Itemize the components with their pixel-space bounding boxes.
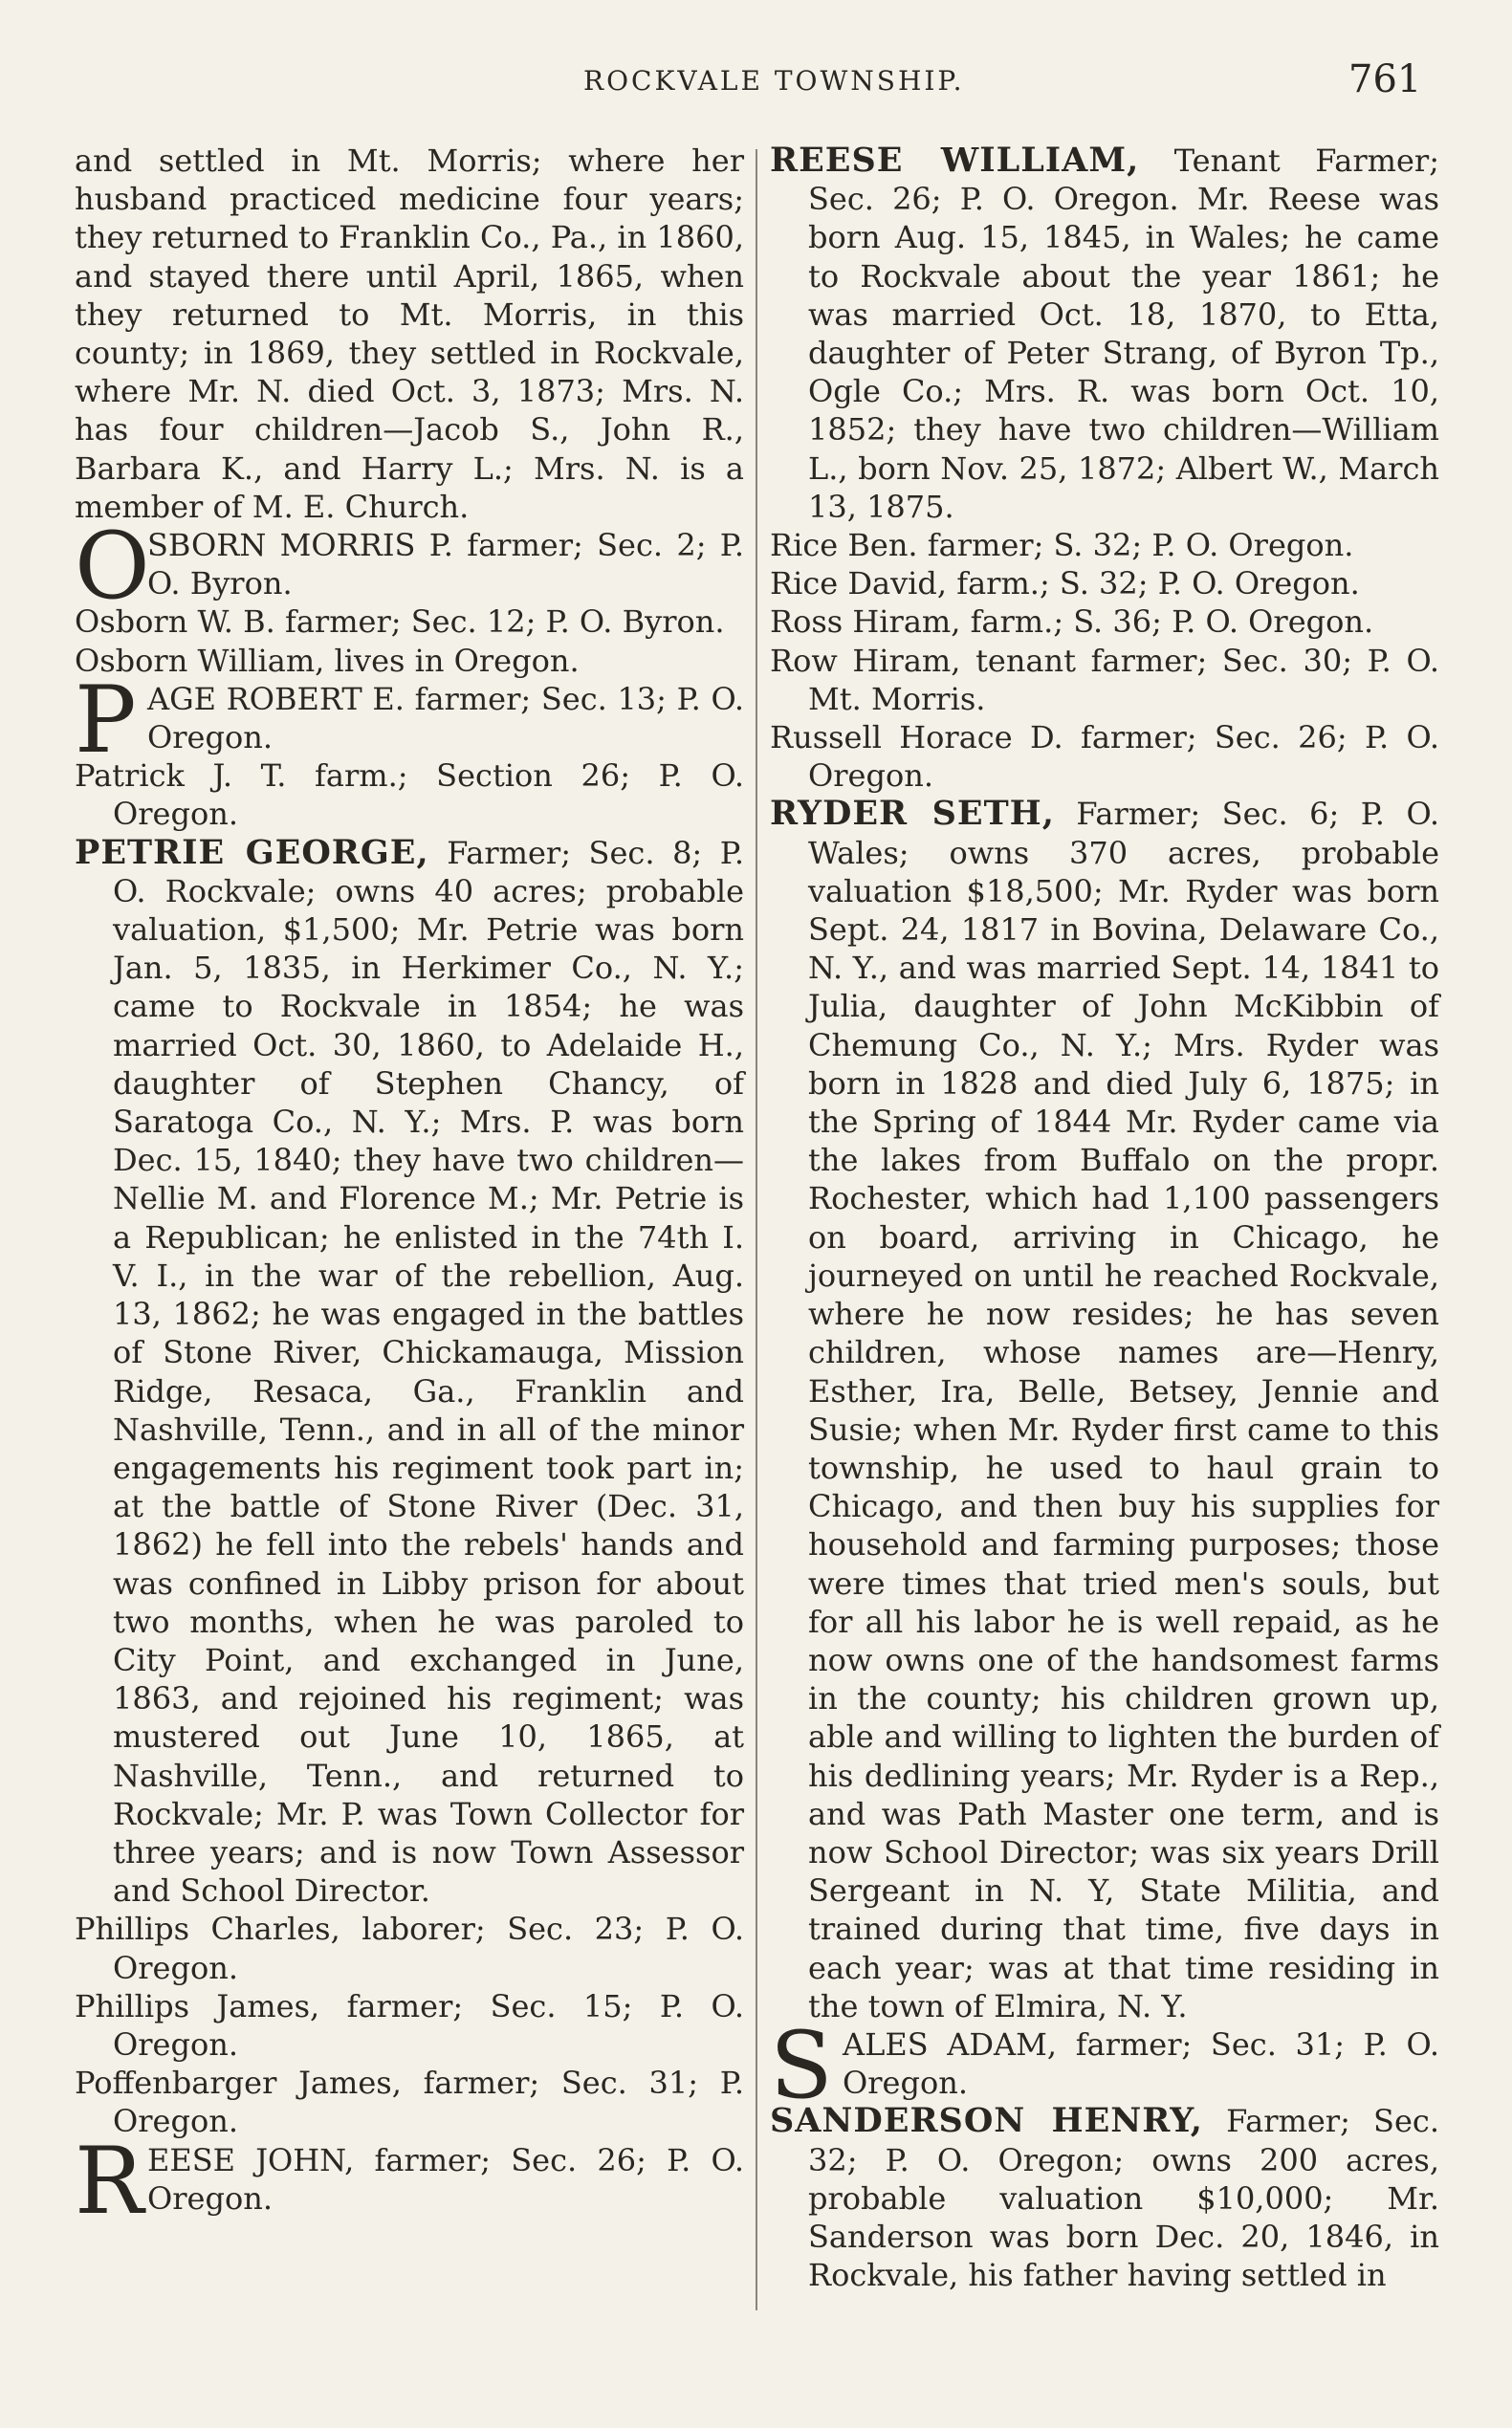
entry-patrick: Patrick J. T. farm.; Section 26; P. O. Oregon. xyxy=(75,757,744,833)
entry-text: SBORN MORRIS P. farmer; Sec. 2; P. O. Byron. xyxy=(147,527,744,602)
entry-text: Farmer; Sec. 6; P. O. Wales; owns 370 acres, probable valuation $18,500; Mr. Ryder was born Sept. 24, 1817 in Bovina, Delaware Co., N. Y., and was married Sept. 14, 1841 to Julia, daughter of John McKibbin of Chemung Co., N. Y.; Mrs. Ryder was born in 1828 and died July 6, 1875; in the Spring of 1844 Mr. Ryder came via the lakes from Buffalo on the propr. Rochester, which had 1,100 passengers on board, arriving in Chicago, he journeyed on until he reached Rockvale, where he now resides; he has seven children, whose names are—Henry, Esther, Ira, Belle, Betsey, Jennie and Susie; when Mr. Ryder first came to this township, he used to haul grain to Chicago, and then buy his supplies for household and farming purposes; those were times that tried men's souls, but for all his labor he is well repaid, as he now owns one of the handsomest farms in the county; his children grown up, able and willing to lighten the burden of his dedlining years; Mr. Ryder is a Rep., and was Path Master one term, and is now School Director; was six years Drill Sergeant in N. Y, State Militia, and trained during that time, five days in each year; was at that time residing in the town of Elmira, N. Y. xyxy=(808,796,1439,2024)
entry-row-hiram: Row Hiram, tenant farmer; Sec. 30; P. O. Mt. Morris. xyxy=(770,642,1439,717)
running-header xyxy=(0,55,1512,113)
entry-phillips-james: Phillips James, farmer; Sec. 15; P. O. Oregon. xyxy=(75,1987,744,2063)
entry-sales-adam xyxy=(770,2011,1439,2119)
entry-text: AGE ROBERT E. farmer; Sec. 13; P. O. Oregon. xyxy=(147,680,744,756)
drop-cap: S xyxy=(770,2011,833,2119)
page-number: 761 xyxy=(1348,57,1422,101)
entry-reese-william xyxy=(770,142,1439,526)
entry-page-robert xyxy=(75,666,744,774)
entry-russell: Russell Horace D. farmer; Sec. 26; P. O. Oregon. xyxy=(770,719,1439,795)
entry-osborn-wb: Osborn W. B. farmer; Sec. 12; P. O. Byron. xyxy=(75,603,725,641)
entry-text: ALES ADAM, farmer; Sec. 31; P. O. Oregon. xyxy=(843,2025,1439,2102)
entry-osborn-william: Osborn William, lives in Oregon. xyxy=(75,642,580,679)
entry-rice-ben: Rice Ben. farmer; S. 32; P. O. Oregon. xyxy=(770,527,1354,564)
entry-osborn-morris xyxy=(75,513,744,621)
drop-cap: O xyxy=(75,513,150,621)
column-divider xyxy=(756,149,757,2310)
entry-name-bold: REESE WILLIAM, xyxy=(770,141,1140,180)
entry-name-bold: RYDER SETH, xyxy=(770,794,1055,834)
entry-poffenbarger: Poffenbarger James, farmer; Sec. 31; P. Oregon. xyxy=(75,2065,744,2140)
entry-petrie-george xyxy=(75,834,744,1911)
entry-ryder-seth xyxy=(770,795,1439,2025)
entry-text: EESE JOHN, farmer; Sec. 26; P. O. Oregon. xyxy=(147,2141,744,2217)
left-column xyxy=(75,142,744,2235)
entry-ross-hiram: Ross Hiram, farm.; S. 36; P. O. Oregon. xyxy=(770,603,1374,641)
entry-phillips-charles: Phillips Charles, laborer; Sec. 23; P. O. Oregon. xyxy=(75,1911,744,1986)
entry-continuation: and settled in Mt. Morris; where her husband practiced medicine four years; they returned to Franklin Co., Pa., in 1860, and stayed there until April, 1865, when they returned to Mt. Morris, in this county; in 1869, they settled in Rockvale, where Mr. N. died Oct. 3, 1873; Mrs. N. has four children—Jacob S., John R., Barbara K., and Harry L.; Mrs. N. is a member of M. E. Church. xyxy=(75,142,744,525)
drop-cap: R xyxy=(75,2127,144,2235)
right-column xyxy=(770,142,1439,2294)
entry-text: Farmer; Sec. 32; P. O. Oregon; owns 200 acres, probable valuation $10,000; Mr. Sanderson was born Dec. 20, 1846, in Rockvale, his father having settled in xyxy=(808,2103,1439,2294)
drop-cap: P xyxy=(75,666,137,774)
entry-name-bold: SANDERSON HENRY, xyxy=(770,2101,1203,2141)
entry-sanderson-henry xyxy=(770,2102,1439,2294)
entry-rice-david: Rice David, farm.; S. 32; P. O. Oregon. xyxy=(770,565,1360,602)
entry-reese-john xyxy=(75,2127,744,2235)
entry-name-bold: PETRIE GEORGE, xyxy=(75,832,429,872)
running-title: ROCKVALE TOWNSHIP. xyxy=(583,65,965,97)
entry-text: Farmer; Sec. 8; P. O. Rockvale; owns 40 acres; probable valuation, $1,500; Mr. Petrie was born Jan. 5, 1835, in Herkimer Co., N. Y.; came to Rockvale in 1854; he was married Oct. 30, 1860, to Adelaide H., daughter of Stephen Chancy, of Saratoga Co., N. Y.; Mrs. P. was born Dec. 15, 1840; they have two children—Nellie M. and Florence M.; Mr. Petrie is a Republican; he enlisted in the 74th I. V. I., in the war of the rebellion, Aug. 13, 1862; he was engaged in the battles of Stone River, Chickamauga, Mission Ridge, Resaca, Ga., Franklin and Nashville, Tenn., and in all of the minor engagements his regiment took part in; at the battle of Stone River (Dec. 31, 1862) he fell into the rebels' hands and was confined in Libby prison for about two months, when he was paroled to City Point, and exchanged in June, 1863, and rejoined his regiment; was mustered out June 10, 1865, at Nashville, Tenn., and returned to Rockvale; Mr. P. was Town Collector for three years; and is now Town Assessor and School Director. xyxy=(113,834,744,1910)
entry-text: Tenant Farmer; Sec. 26; P. O. Oregon. Mr. Reese was born Aug. 15, 1845, in Wales; he came to Rockvale about the year 1861; he was married Oct. 18, 1870, to Etta, daughter of Peter Strang, of Byron Tp., Ogle Co.; Mrs. R. was born Oct. 10, 1852; they have two children—William L., born Nov. 25, 1872; Albert W., March 13, 1875. xyxy=(808,142,1440,525)
